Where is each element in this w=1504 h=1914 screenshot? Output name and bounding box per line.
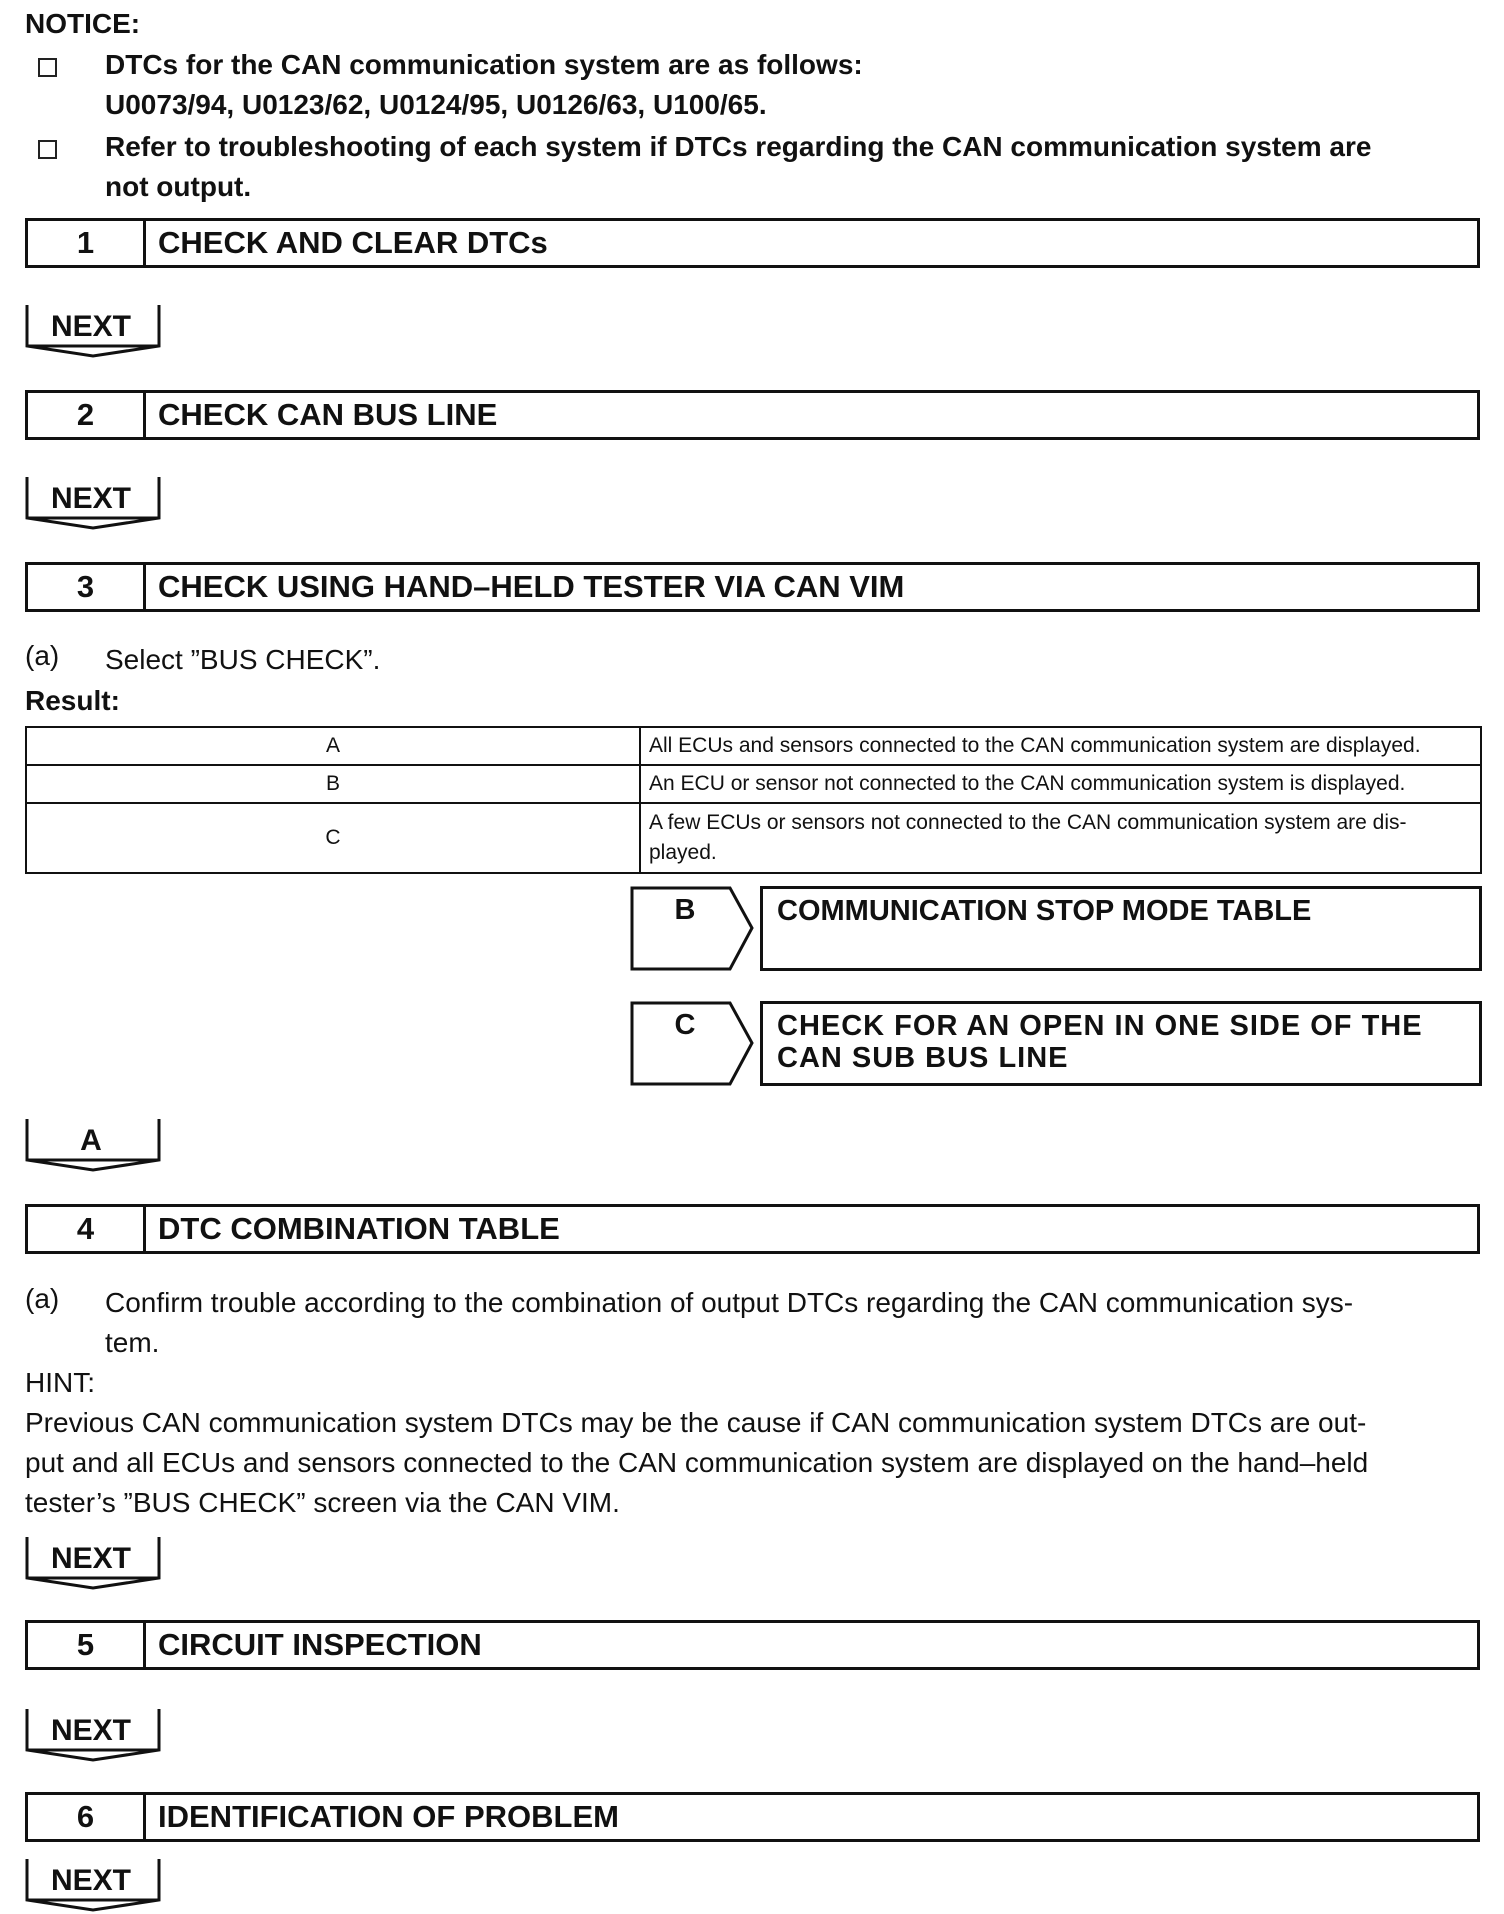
step-title: CHECK AND CLEAR DTCs <box>158 225 548 260</box>
step-4-header <box>25 1204 1480 1254</box>
branch-c-target <box>760 1001 1482 1086</box>
next-label: NEXT <box>50 1542 131 1575</box>
next-label: NEXT <box>50 1714 131 1747</box>
checkbox-bullet-icon <box>38 58 57 77</box>
next-button[interactable] <box>25 1707 163 1763</box>
result-description-line2: played. <box>649 841 717 864</box>
step-number: 1 <box>28 221 146 265</box>
notice-bullet-2-line1: Refer to troubleshooting of each system if DTCs regarding the CAN communication system are <box>105 131 1372 162</box>
table-row <box>26 727 1481 765</box>
hint-line1: Previous CAN communication system DTCs may be the cause if CAN communication system DTCs are out- <box>25 1407 1367 1438</box>
next-button[interactable] <box>25 475 163 531</box>
step-number: 4 <box>28 1207 146 1251</box>
list-marker: (a) <box>25 640 60 671</box>
step-2-header <box>25 390 1480 440</box>
notice-bullet-1 <box>105 45 1490 125</box>
branch-target-line1: CHECK FOR AN OPEN IN ONE SIDE OF THE <box>777 1010 1423 1042</box>
step-title: CHECK USING HAND–HELD TESTER VIA CAN VIM <box>158 569 905 604</box>
step-6-header <box>25 1792 1480 1842</box>
notice-bullet-1-line1: DTCs for the CAN communication system are as follows: <box>105 49 863 80</box>
notice-bullet-2-line2: not output. <box>105 171 252 202</box>
result-description <box>640 803 1481 873</box>
result-table <box>25 726 1482 874</box>
branch-letter: C <box>674 1009 696 1041</box>
hint-line3: tester’s ”BUS CHECK” screen via the CAN VIM. <box>25 1487 620 1518</box>
step-title: IDENTIFICATION OF PROBLEM <box>158 1799 619 1834</box>
step-number: 3 <box>28 565 146 609</box>
step4-instruction <box>105 1283 1490 1363</box>
next-button[interactable] <box>25 303 163 359</box>
step-5-header <box>25 1620 1480 1670</box>
next-button[interactable] <box>25 1857 163 1913</box>
branch-letter: B <box>674 894 696 926</box>
step-title: DTC COMBINATION TABLE <box>158 1211 560 1246</box>
step-number: 2 <box>28 393 146 437</box>
step-number: 6 <box>28 1795 146 1839</box>
notice-bullet-2 <box>105 127 1490 207</box>
step-title: CIRCUIT INSPECTION <box>158 1627 482 1662</box>
step-3-header <box>25 562 1480 612</box>
step4-instruction-line1: Confirm trouble according to the combination of output DTCs regarding the CAN communication sys- <box>105 1287 1354 1318</box>
next-label: NEXT <box>50 310 131 343</box>
result-description: An ECU or sensor not connected to the CAN communication system is displayed. <box>640 765 1481 803</box>
branch-target-line1: COMMUNICATION STOP MODE TABLE <box>777 895 1312 927</box>
checkbox-bullet-icon <box>38 140 57 159</box>
a-result-label: A <box>80 1124 102 1157</box>
step-title: CHECK CAN BUS LINE <box>158 397 498 432</box>
a-result-button[interactable] <box>25 1117 163 1173</box>
next-label: NEXT <box>50 1864 131 1897</box>
hint-text <box>25 1403 1485 1523</box>
result-description: All ECUs and sensors connected to the CAN communication system are displayed. <box>640 727 1481 765</box>
branch-c-tag[interactable] <box>630 1001 755 1086</box>
next-button[interactable] <box>25 1535 163 1591</box>
result-code: A <box>26 727 640 765</box>
step4-instruction-line2: tem. <box>105 1327 160 1358</box>
notice-title: NOTICE: <box>25 8 141 39</box>
result-description-line1: A few ECUs or sensors not connected to the CAN communication system are dis- <box>649 811 1407 834</box>
result-label: Result: <box>25 685 120 716</box>
table-row <box>26 765 1481 803</box>
hint-label: HINT: <box>25 1367 95 1398</box>
step-1-header <box>25 218 1480 268</box>
result-code: C <box>26 803 640 873</box>
list-marker: (a) <box>25 1283 60 1314</box>
branch-b-target <box>760 886 1482 971</box>
table-row <box>26 803 1481 873</box>
hint-line2: put and all ECUs and sensors connected to the CAN communication system are displayed on the hand–held <box>25 1447 1369 1478</box>
branch-b-tag[interactable] <box>630 886 755 971</box>
notice-bullet-1-line2: U0073/94, U0123/62, U0124/95, U0126/63, U100/65. <box>105 89 767 120</box>
result-code: B <box>26 765 640 803</box>
next-label: NEXT <box>50 482 131 515</box>
branch-target-line2: CAN SUB BUS LINE <box>777 1042 1069 1074</box>
step3-instruction: Select ”BUS CHECK”. <box>105 644 381 675</box>
step-number: 5 <box>28 1623 146 1667</box>
